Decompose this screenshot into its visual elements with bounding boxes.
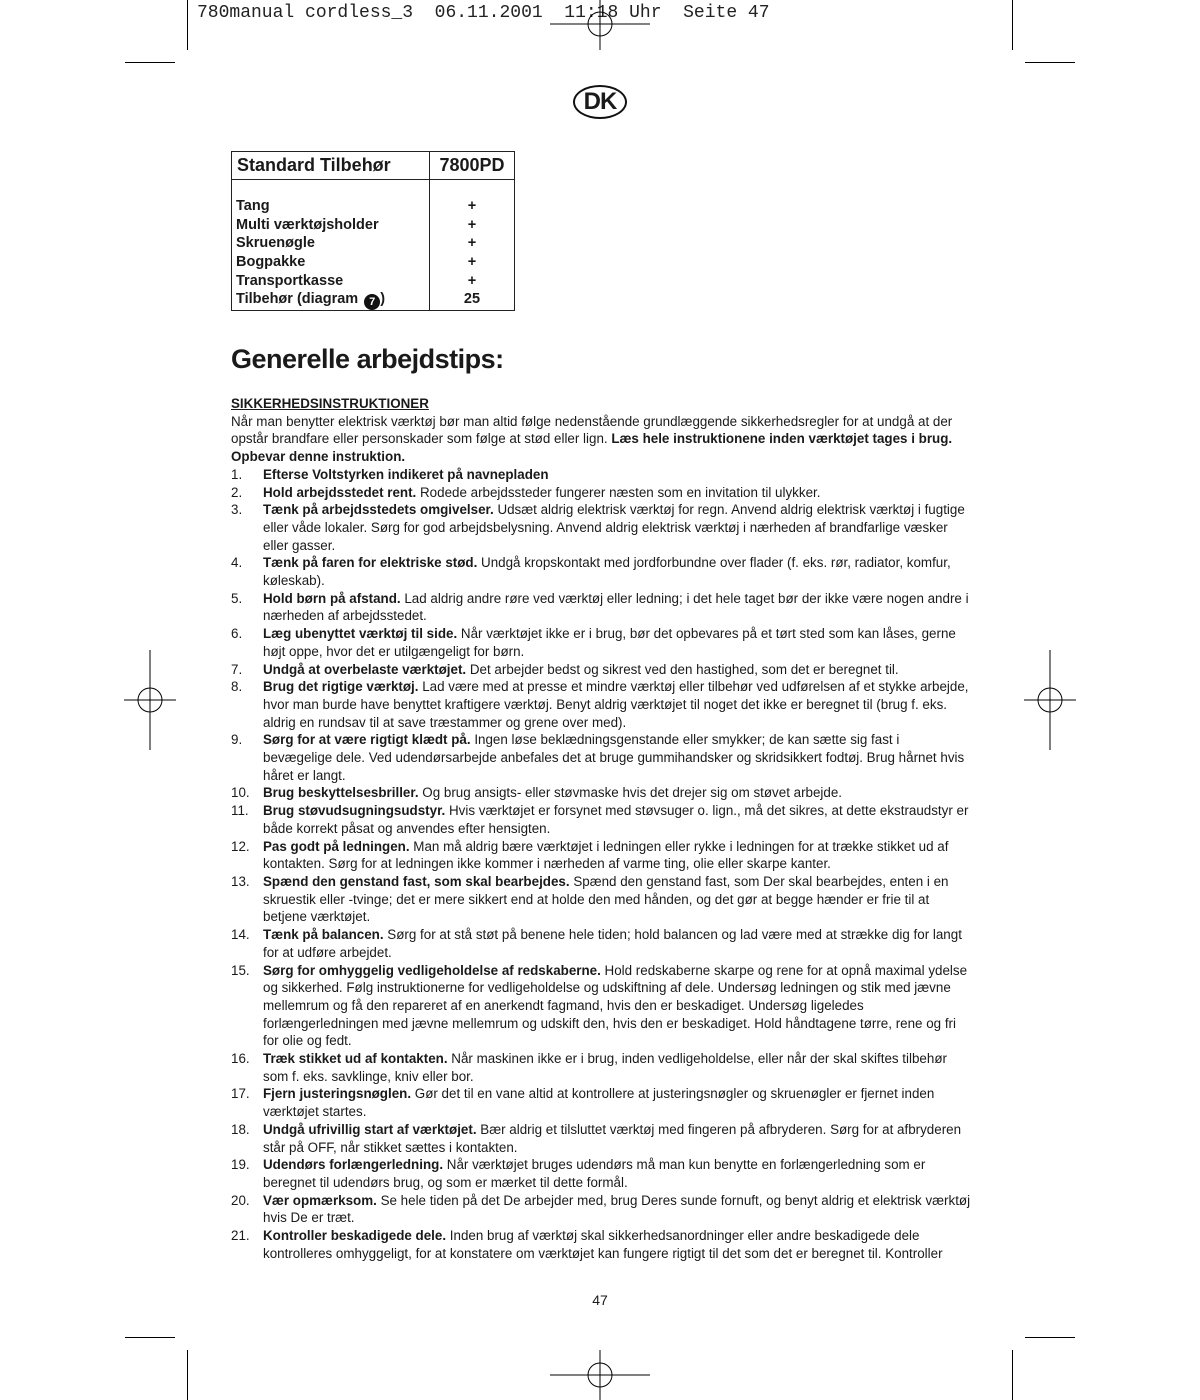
crop-mark (187, 1350, 188, 1400)
accessory-col2-header: 7800PD (439, 155, 505, 175)
diagram-number-icon: 7 (364, 294, 380, 310)
rule-body: Inden brug af værktøj skal sikkerhedsanordninger eller andre beskadigede dele kontrolleres omhyggeligt, for at konstatere om værktøjet kan fungere rigtigt til det som det er beregnet til. Kontroller (263, 1228, 943, 1261)
rule-text (263, 1227, 971, 1262)
crop-mark (1025, 1337, 1075, 1338)
rule-body: Lad være med at presse et mindre værktøj eller tilbehør ved udførelsen af et stykke arbejde, hvor man burde have benyttet kraftigere værktøj. Benyt aldrig værktøjet til noget det ikke er beregnet til (brug f. eks. aldrig en rundsav til at save træstammer og grene over med). (263, 679, 969, 730)
rule-item (231, 661, 971, 679)
accessory-label: Bogpakke (236, 254, 306, 271)
rule-lead: Hold arbejdsstedet rent. (263, 484, 417, 500)
rule-lead: Sørg for omhyggelig vedligeholdelse af redskaberne. (263, 962, 601, 978)
rule-lead: Tænk på balancen. (263, 927, 384, 943)
rule-number: 2. (231, 484, 243, 500)
rule-item (231, 484, 971, 502)
rule-text (263, 678, 971, 731)
rule-number: 12. (231, 838, 250, 854)
rule-text (263, 873, 971, 926)
accessory-value: 25 (463, 291, 481, 308)
rule-lead: Undgå at overbelaste værktøjet. (263, 661, 467, 677)
rule-number: 1. (231, 466, 243, 482)
rule-item (231, 962, 971, 1051)
rule-text (263, 1121, 971, 1156)
intro-paragraph (231, 413, 971, 466)
rule-item (231, 678, 971, 731)
accessory-value: + (467, 235, 477, 252)
rule-text (263, 838, 971, 873)
rule-lead: Tænk på faren for elektriske stød. (263, 555, 478, 571)
registration-mark-icon (124, 650, 176, 750)
rule-item (231, 466, 971, 484)
accessory-value: + (467, 272, 477, 289)
rule-item (231, 802, 971, 837)
rule-item (231, 1192, 971, 1227)
rule-body: Bær aldrig et tilsluttet værktøj med fingeren på afbryderen. Sørg for at afbryderen står på OFF, når stikket sættes i kontakten. (263, 1121, 962, 1155)
rule-number: 7. (231, 661, 243, 677)
rule-number: 18. (231, 1121, 250, 1137)
accessory-label: Tang (236, 198, 270, 214)
rule-number: 15. (231, 962, 250, 978)
print-header-date: 06.11.2001 (434, 3, 543, 23)
accessory-value: + (467, 216, 477, 233)
registration-mark-icon (1024, 650, 1076, 750)
print-header-page: Seite 47 (683, 3, 770, 23)
accessory-col1-header: Standard Tilbehør (232, 152, 430, 179)
rule-number: 6. (231, 626, 243, 642)
intro-text: Når man benytter elektrisk værktøj bør man altid følge nedenstående grundlæggende sikkerhedsregler for at undgå at der opstår brandfare eller personskader som følge at stød eller lign. (231, 413, 953, 447)
rule-item (231, 625, 971, 660)
rule-number: 16. (231, 1051, 250, 1067)
rule-number: 10. (231, 785, 250, 801)
rule-body: Gør det til en vane altid at kontrollere at justeringsnøgler og skruenøgler er fjernet inden værktøjet startes. (263, 1086, 935, 1120)
rule-text (263, 625, 971, 660)
rule-body: Og brug ansigts- eller støvmaske hvis det drejer sig om støvet arbejde. (418, 785, 843, 801)
accessory-value: + (467, 198, 477, 214)
crop-mark (187, 0, 188, 50)
section-title: SIKKERHEDSINSTRUKTIONER (231, 396, 429, 411)
rule-item (231, 554, 971, 589)
rule-body: Hvis værktøjet er forsynet med støvsuger o. lign., må det sikres, at dette ekstraudstyr er både korrekt påsat og anvendes efter hensigten. (263, 803, 969, 836)
print-header-file: 780manual cordless_3 (197, 3, 414, 23)
rule-number: 21. (231, 1228, 250, 1244)
accessory-label: Skruenøgle (236, 235, 315, 252)
page-number: 47 (592, 1292, 608, 1308)
accessory-table-header (232, 152, 514, 180)
rule-text (263, 802, 971, 837)
registration-mark-icon (548, 1350, 652, 1400)
rule-text (263, 501, 971, 554)
rule-body: Ingen løse beklædningsgenstande eller smykker; de kan sætte sig fast i bevægelige dele. Ved udendørsarbejde anbefales det at bruge gummihandsker og skridsikkert fodtøj. Brug hårnet hvis håret er langt. (263, 732, 965, 783)
rule-text (263, 590, 971, 625)
rule-lead: Udendørs forlængerledning. (263, 1157, 444, 1173)
language-badge: DK (573, 85, 627, 119)
rule-item (231, 926, 971, 961)
rule-item (231, 873, 971, 926)
page-title: Generelle arbejdstips: (231, 344, 504, 374)
rule-number: 17. (231, 1086, 250, 1102)
rule-lead: Efterse Voltstyrken indikeret på navnepladen (263, 466, 549, 482)
rule-body: Sørg for at stå støt på benene hele tiden; hold balancen og lad være med at strække dig for langt for at udføre arbejdet. (263, 927, 962, 960)
rule-item (231, 1050, 971, 1085)
accessory-label: Transportkasse (236, 272, 344, 289)
rule-item (231, 1227, 971, 1262)
rule-lead: Kontroller beskadigede dele. (263, 1228, 447, 1244)
rule-lead: Tænk på arbejdsstedets omgivelser. (263, 502, 494, 518)
accessory-label-close: ) (380, 291, 386, 308)
rule-body: Når værktøjet bruges udendørs må man kun benytte en forlængerledning som er beregnet til udendørs brug, og som er mærket til dette formål. (263, 1157, 926, 1190)
accessory-label: Multi værktøjsholder (236, 216, 379, 233)
rule-lead: Læg ubenyttet værktøj til side. (263, 626, 458, 642)
rule-body: Det arbejder bedst og sikrest ved den hastighed, som det er beregnet til. (466, 661, 899, 677)
rule-body: Undgå kropskontakt med jordforbundne over flader (f. eks. rør, radiator, komfur, køleskab). (263, 555, 951, 589)
crop-mark (1025, 62, 1075, 63)
rule-body: Hold redskaberne skarpe og rene for at opnå maximal ydelse og sikkerhed. Følg instruktionerne for vedligeholdelse og udskiftning af dele. Undersøg ledningen og stik med jævne mellemrum og få den repareret af en anerkendt fagmand, hvis den er beskadiget. Undersøg ligeledes forlængerledningen med jævne mellemrum og udskift den, hvis den er beskadiget. Hold håndtagene tørre, rene og fri for olie og fedt. (263, 962, 968, 1049)
rule-lead: Brug beskyttelsesbriller. (263, 785, 419, 801)
rule-text (263, 554, 971, 589)
rule-item (231, 1156, 971, 1191)
accessory-value: + (467, 254, 477, 271)
rule-text (263, 962, 971, 1051)
crop-mark (125, 62, 175, 63)
rule-body: Lad aldrig andre røre ved værktøj eller ledning; i det hele taget bør der ikke være nogen andre i nærheden af arbejdsstedet. (263, 590, 969, 624)
registration-mark-icon (548, 0, 652, 50)
crop-mark (1012, 1350, 1013, 1400)
rule-number: 3. (231, 502, 243, 518)
rule-text (263, 926, 971, 961)
rule-body: Se hele tiden på det De arbejder med, brug Deres sunde fornuft, og benyt aldrig et elektrisk værktøj hvis De er træt. (263, 1192, 971, 1226)
rule-body: Udsæt aldrig elektrisk værktøj for regn. Anvend aldrig elektrisk værktøj i fugtige eller våde lokaler. Sørg for god arbejdsbelysning. Anvend aldrig elektrisk værktøj i nærheden af brandfarlige væsker eller gasser. (263, 502, 965, 553)
crop-mark (125, 1337, 175, 1338)
rule-text (263, 466, 971, 484)
rule-body: Når maskinen ikke er i brug, inden vedligeholdelse, eller når der skal skiftes tilbehør som f. eks. savklinge, kniv eller bor. (263, 1051, 947, 1084)
rule-number: 11. (231, 803, 249, 819)
print-header-time: 11:18 Uhr (564, 3, 662, 23)
rule-text (263, 784, 971, 802)
rule-item (231, 784, 971, 802)
rule-lead: Brug det rigtige værktøj. (263, 679, 419, 695)
rule-item (231, 731, 971, 784)
rule-item (231, 838, 971, 873)
rule-text (263, 484, 971, 502)
rule-body: Når værktøjet ikke er i brug, bør det opbevares på et tørt sted som kan låses, gerne højt oppe, hvor det er utilgængeligt for børn. (263, 626, 956, 659)
rule-lead: Brug støvudsugningsudstyr. (263, 803, 446, 819)
safety-instructions (231, 395, 971, 1262)
rule-lead: Fjern justeringsnøglen. (263, 1086, 412, 1102)
rule-item (231, 590, 971, 625)
rule-body: Spænd den genstand fast, som Der skal bearbejdes, enten i en skruestik eller -tvinge; det er mere sikkert end at holde den med hånden, og det gør at begge hænder er frie til at betjene værktøjet. (263, 873, 949, 925)
rule-text (263, 1085, 971, 1120)
accessory-label-diagram (236, 290, 429, 309)
rule-lead: Pas godt på ledningen. (263, 838, 410, 854)
crop-mark (1012, 0, 1013, 50)
rule-number: 19. (231, 1157, 250, 1173)
rule-text (263, 661, 971, 679)
rule-number: 9. (231, 732, 243, 748)
rule-item (231, 1121, 971, 1156)
accessory-label-text: Tilbehør (diagram (236, 291, 359, 308)
rule-number: 13. (231, 873, 250, 889)
rule-lead: Spænd den genstand fast, som skal bearbejdes. (263, 873, 570, 889)
rule-text (263, 1050, 971, 1085)
rule-item (231, 501, 971, 554)
rule-body: Man må aldrig bære værktøjet i ledningen eller rykke i ledningen for at trække stikket ud af kontakten. Sørg for at ledningen ikke kommer i nærheden af varme ting, olie eller skarpe kanter. (263, 838, 949, 872)
print-header (197, 3, 770, 23)
rule-number: 5. (231, 590, 243, 606)
rule-text (263, 731, 971, 784)
rule-text (263, 1192, 971, 1227)
accessory-table (231, 151, 515, 311)
rule-number: 8. (231, 679, 243, 695)
rule-lead: Sørg for at være rigtigt klædt på. (263, 732, 471, 748)
rule-lead: Undgå ufrivillig start af værktøjet. (263, 1121, 477, 1137)
rule-body: Rodede arbejdssteder fungerer næsten som en invitation til ulykker. (416, 484, 821, 500)
rule-lead: Hold børn på afstand. (263, 590, 401, 606)
intro-bold: Læs hele instruktionene inden værktøjet tages i brug. Opbevar denne instruktion. (231, 431, 953, 465)
rule-text (263, 1156, 971, 1191)
rule-lead: Træk stikket ud af kontakten. (263, 1051, 448, 1067)
rule-lead: Vær opmærksom. (263, 1192, 377, 1208)
rule-number: 14. (231, 927, 250, 943)
rule-number: 20. (231, 1192, 250, 1208)
rule-number: 4. (231, 555, 243, 571)
rules-list (231, 466, 971, 1263)
rule-item (231, 1085, 971, 1120)
